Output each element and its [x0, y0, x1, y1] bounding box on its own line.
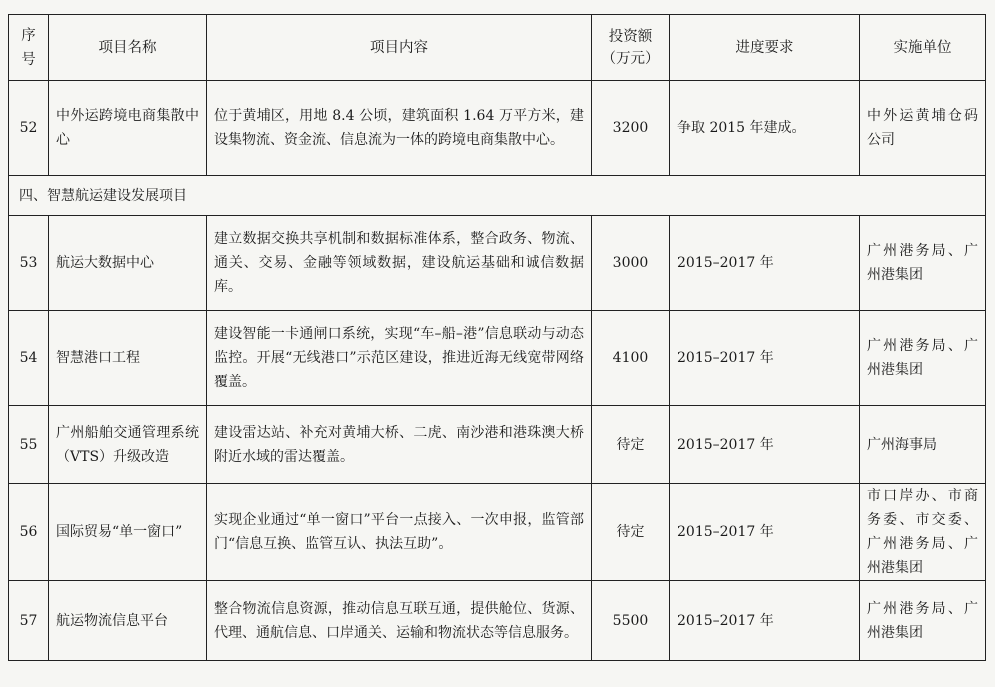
row-unit: 广州港务局、广州港集团 — [860, 216, 986, 311]
row-content: 建设雷达站、补充对黄埔大桥、二虎、南沙港和港珠澳大桥附近水域的雷达覆盖。 — [207, 406, 592, 484]
row-unit: 市口岸办、市商务委、市交委、广州港务局、广州港集团 — [860, 484, 986, 581]
row-index: 56 — [9, 484, 49, 581]
table-row — [9, 484, 986, 581]
row-invest: 4100 — [592, 311, 670, 406]
row-invest: 待定 — [592, 406, 670, 484]
row-name: 航运大数据中心 — [49, 216, 207, 311]
row-content: 建设智能一卡通闸口系统，实现“车–船–港”信息联动与动态监控。开展“无线港口”示范区建设，推进近海无线宽带网络覆盖。 — [207, 311, 592, 406]
section-row — [9, 176, 986, 216]
row-name: 广州船舶交通管理系统（VTS）升级改造 — [49, 406, 207, 484]
header-name: 项目名称 — [49, 15, 207, 81]
header-progress: 进度要求 — [670, 15, 860, 81]
section-title: 四、智慧航运建设发展项目 — [9, 176, 986, 216]
project-table — [8, 14, 986, 661]
row-invest: 3200 — [592, 81, 670, 176]
row-invest: 待定 — [592, 484, 670, 581]
row-name: 中外运跨境电商集散中心 — [49, 81, 207, 176]
header-invest — [592, 15, 670, 81]
header-index: 序号 — [9, 15, 49, 81]
row-name: 国际贸易“单一窗口” — [49, 484, 207, 581]
row-content: 建立数据交换共享机制和数据标准体系，整合政务、物流、通关、交易、金融等领域数据，建设航运基础和诚信数据库。 — [207, 216, 592, 311]
header-invest-line2: （万元） — [601, 50, 660, 67]
table-row — [9, 581, 986, 661]
row-unit: 中外运黄埔仓码公司 — [860, 81, 986, 176]
row-index: 55 — [9, 406, 49, 484]
table-row — [9, 311, 986, 406]
row-unit: 广州港务局、广州港集团 — [860, 311, 986, 406]
row-progress: 2015–2017 年 — [670, 406, 860, 484]
row-content: 位于黄埔区，用地 8.4 公顷，建筑面积 1.64 万平方米，建设集物流、资金流、信息流为一体的跨境电商集散中心。 — [207, 81, 592, 176]
header-unit: 实施单位 — [860, 15, 986, 81]
row-invest: 3000 — [592, 216, 670, 311]
table-row — [9, 216, 986, 311]
row-name: 航运物流信息平台 — [49, 581, 207, 661]
table-row — [9, 406, 986, 484]
row-index: 57 — [9, 581, 49, 661]
row-unit: 广州海事局 — [860, 406, 986, 484]
header-content: 项目内容 — [207, 15, 592, 81]
table-row — [9, 81, 986, 176]
row-unit: 广州港务局、广州港集团 — [860, 581, 986, 661]
row-progress: 2015–2017 年 — [670, 581, 860, 661]
row-invest: 5500 — [592, 581, 670, 661]
row-index: 52 — [9, 81, 49, 176]
row-progress: 争取 2015 年建成。 — [670, 81, 860, 176]
row-progress: 2015–2017 年 — [670, 484, 860, 581]
row-name: 智慧港口工程 — [49, 311, 207, 406]
row-index: 54 — [9, 311, 49, 406]
header-invest-line1: 投资额 — [608, 28, 653, 45]
table-header-row — [9, 15, 986, 81]
row-content: 整合物流信息资源，推动信息互联互通，提供舱位、货源、代理、通航信息、口岸通关、运输和物流状态等信息服务。 — [207, 581, 592, 661]
row-progress: 2015–2017 年 — [670, 216, 860, 311]
row-progress: 2015–2017 年 — [670, 311, 860, 406]
row-index: 53 — [9, 216, 49, 311]
row-content: 实现企业通过“单一窗口”平台一点接入、一次申报，监管部门“信息互换、监管互认、执法互助”。 — [207, 484, 592, 581]
